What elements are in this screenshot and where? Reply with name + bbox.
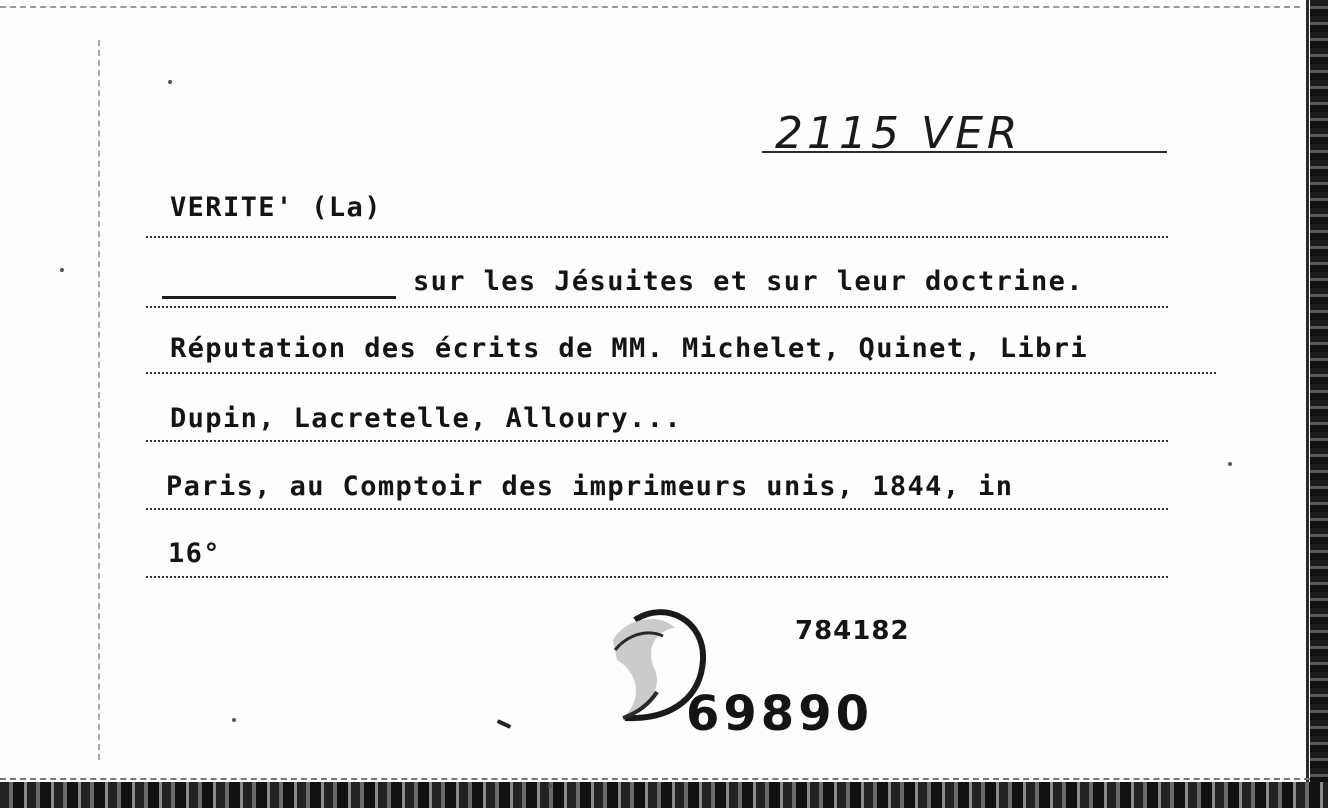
title-heading: VERITE' (La) [170, 192, 382, 223]
title-repeat-dash [162, 296, 396, 299]
speck [168, 80, 172, 84]
call-number: 2115 VER [775, 108, 1022, 159]
subtitle-line-1: Réputation des écrits de MM. Michelet, Quinet, Libri [170, 333, 1089, 364]
pen-mark [497, 719, 511, 729]
speck [1228, 462, 1232, 466]
card-left-edge [98, 40, 100, 760]
speck [232, 718, 236, 722]
ruled-line-5 [146, 508, 1168, 510]
stamp-number: 784182 [795, 616, 910, 646]
scan-bottom-edge [0, 782, 1328, 808]
card-bottom-border [0, 778, 1310, 780]
call-number-underline [762, 151, 1167, 153]
ruled-line-4 [146, 440, 1168, 442]
speck [60, 268, 64, 272]
speck [548, 784, 552, 788]
subtitle-line-2: Dupin, Lacretelle, Alloury... [170, 403, 683, 434]
inventory-number: 69890 [686, 686, 873, 742]
imprint-line-1: Paris, au Comptoir des imprimeurs unis, 1844, in [166, 471, 1014, 502]
ruled-line-2 [146, 306, 1168, 308]
card-top-edge [0, 6, 1300, 8]
ruled-line-1 [146, 236, 1168, 238]
title-continuation: sur les Jésuites et sur leur doctrine. [413, 266, 1084, 297]
imprint-line-2: 16° [168, 538, 221, 569]
scan-right-edge [1310, 0, 1328, 808]
ruled-line-6 [146, 576, 1168, 578]
card-right-border [1306, 0, 1309, 808]
ruled-line-3 [146, 372, 1216, 374]
